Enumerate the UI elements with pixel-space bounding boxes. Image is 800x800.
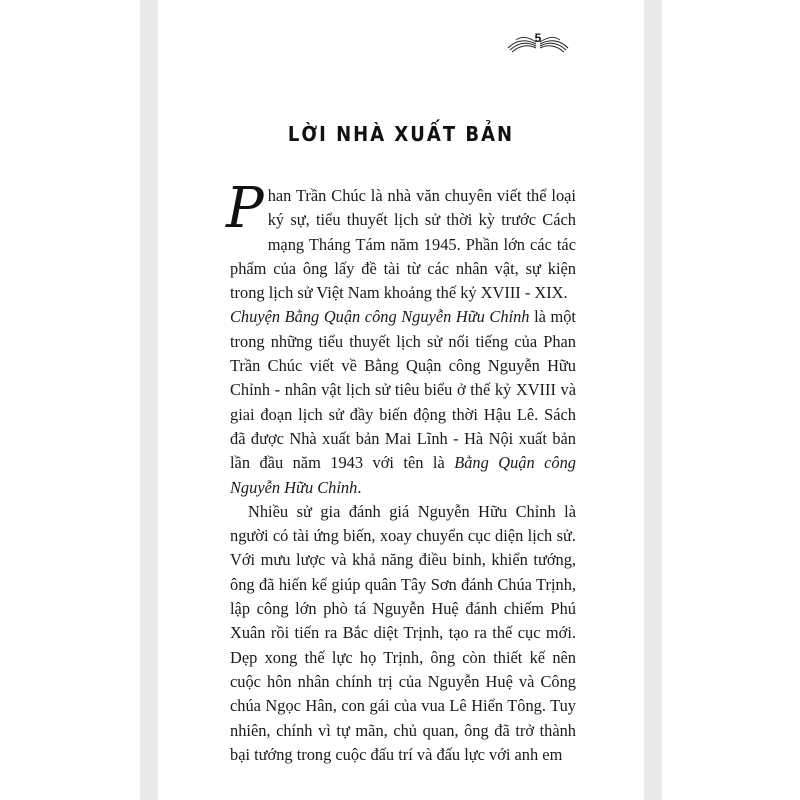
body-text <box>226 176 576 767</box>
paragraph-2-text-a: là một trong những tiểu thuyết lịch sử nổi tiếng của Phan Trần Chúc viết về Bằng Quận công Nguyễn Hữu Chỉnh - nhân vật lịch sử tiêu biểu ở thế kỷ XVIII và giai đoạn lịch sử đầy biến động thời Hậu Lê. Sách đã được Nhà xuất bản Mai Lĩnh - Hà Nội xuất bản lần đầu năm 1943 với tên là <box>230 307 576 473</box>
paragraph-3: Nhiều sử gia đánh giá Nguyễn Hữu Chỉnh là người có tài ứng biến, xoay chuyển cục diện lịch sử. Với mưu lược và khả năng điều binh, khiển tướng, ông đã hiến kế giúp quân Tây Sơn đánh Chúa Trịnh, lập công lớn phò tá Nguyễn Huệ đánh chiếm Phú Xuân rồi tiến ra Bắc diệt Trịnh, tạo ra thế cục mới. Dẹp xong thế lực họ Trịnh, ông còn thiết kế nên cuộc hôn nhân chính trị của Nguyễn Huệ và Công chúa Ngọc Hân, con gái của vua Lê Hiển Tông. Tuy nhiên, chính vì tự mãn, chủ quan, ông đã trở thành bại tướng trong cuộc đấu trí và đấu lực với anh em <box>230 501 576 764</box>
book-page <box>158 0 644 800</box>
page-header <box>506 28 570 54</box>
drop-cap: P <box>226 176 264 241</box>
paragraph-2-text-b: . <box>357 477 362 497</box>
paragraph-1 <box>226 176 576 305</box>
chapter-title: LỜI NHÀ XUẤT BẢN <box>287 122 515 147</box>
original-title-italic: Bằng Quận công Nguyễn Hữu Chỉnh <box>230 453 576 497</box>
left-margin-shade <box>140 0 158 800</box>
paragraph-2 <box>230 305 576 499</box>
page-number: 5 <box>534 31 542 45</box>
paragraph-1-text: han Trần Chúc là nhà văn chuyên viết thể loại ký sự, tiểu thuyết lịch sử thời kỳ trước Cách mạng Tháng Tám năm 1945. Phần lớn các tác phẩm của ông lấy đề tài từ các nhân vật, sự kiện trong lịch sử Việt Nam khoảng thế kỷ XVIII - XIX. <box>230 186 576 303</box>
book-title-italic: Chuyện Bằng Quận công Nguyễn Hữu Chỉnh <box>230 307 530 327</box>
right-margin-shade <box>644 0 662 800</box>
